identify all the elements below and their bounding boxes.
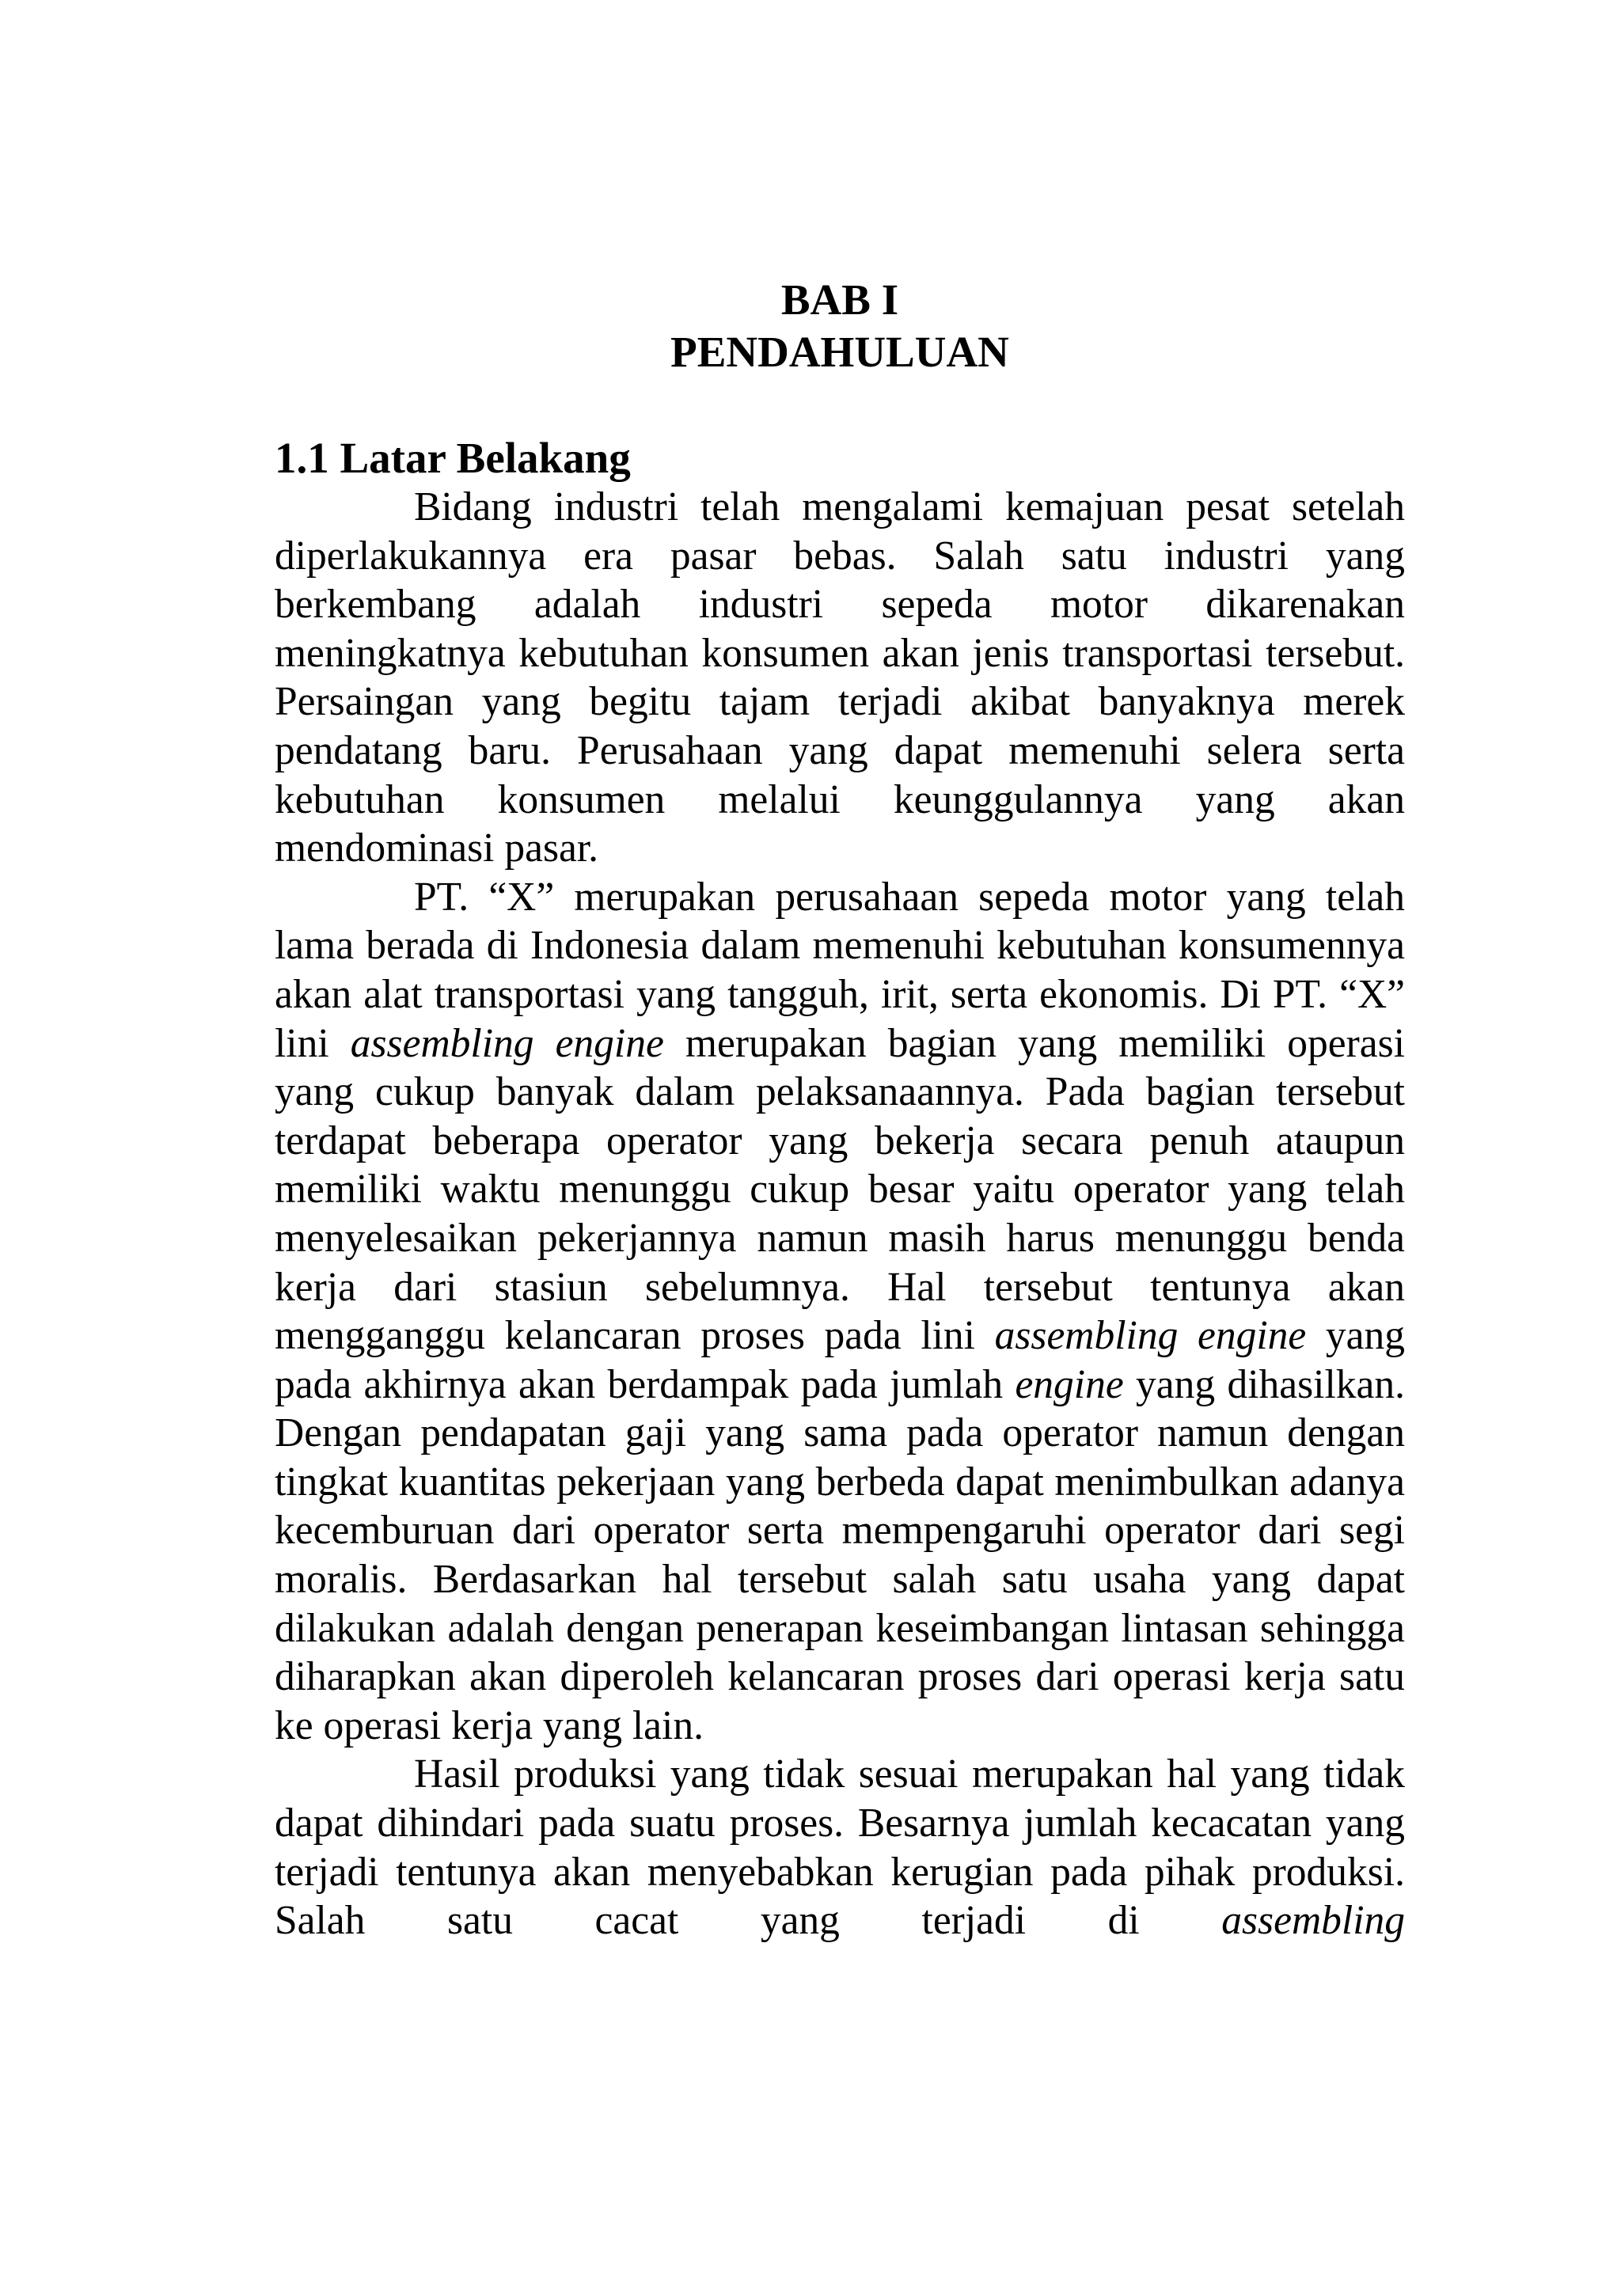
paragraph-3-italic-term-1: assembling — [1221, 1898, 1405, 1944]
paragraph-2 — [275, 873, 1405, 1751]
paragraph-2-italic-term-3: engine — [1015, 1361, 1124, 1407]
chapter-heading — [277, 274, 1403, 378]
paragraph-2-italic-term-2: assembling engine — [994, 1313, 1307, 1359]
paragraph-2-text-4: yang dihasilkan. Dengan pendapatan gaji yang sama pada operator namun dengan tingkat kuantitas pekerjaan yang berbeda dapat menimbulkan adanya kecemburuan dari operator serta mempengaruhi operator dari segi moralis. Berdasarkan hal tersebut salah satu usaha yang dapat dilakukan adalah dengan penerapan keseimbangan lintasan sehingga diharapkan akan diperoleh kelancaran proses dari operasi kerja satu ke operasi kerja yang lain. — [275, 1361, 1406, 1748]
paragraph-1-text: Bidang industri telah mengalami kemajuan pesat setelah diperlakukannya era pasar bebas. Salah satu industri yang berkembang adalah industri sepeda motor dikarenakan meningkatnya kebutuhan konsumen akan jenis transportasi tersebut. Persaingan yang begitu tajam terjadi akibat banyaknya merek pendatang baru. Perusahaan yang dapat memenuhi selera serta kebutuhan konsumen melalui keunggulannya yang akan mendominasi pasar. — [275, 484, 1405, 871]
body-text — [275, 483, 1405, 1945]
paragraph-2-text-3: yang pada akhirnya akan berdampak pada jumlah — [275, 1313, 1405, 1407]
paragraph-3 — [275, 1750, 1405, 1945]
paragraph-1 — [275, 483, 1405, 873]
paragraph-2-italic-term-1: assembling engine — [350, 1020, 664, 1066]
chapter-number: BAB I — [780, 275, 899, 324]
chapter-title: PENDAHULUAN — [670, 328, 1009, 376]
paragraph-2-text-2: merupakan bagian yang memiliki operasi yang cukup banyak dalam pelaksanaannya. Pada bagian tersebut terdapat beberapa operator yang bekerja secara penuh ataupun memiliki waktu menunggu cukup besar yaitu operator yang telah menyelesaikan pekerjannya namun masih harus menunggu benda kerja dari stasiun sebelumnya. Hal tersebut tentunya akan mengganggu kelancaran proses pada lini — [275, 1020, 1405, 1359]
paragraph-2-text-1: PT. “X” merupakan perusahaan sepeda motor yang telah lama berada di Indonesia dalam memenuhi kebutuhan konsumennya akan alat transportasi yang tangguh, irit, serta ekonomis. Di PT. “X” lini — [275, 874, 1405, 1066]
section-title: 1.1 Latar Belakang — [275, 434, 631, 482]
paragraph-3-text-1: Hasil produksi yang tidak sesuai merupakan hal yang tidak dapat dihindari pada suatu proses. Besarnya jumlah kecacatan yang terjadi tentunya akan menyebabkan kerugian pada pihak produksi. Salah satu cacat yang terjadi di — [275, 1751, 1405, 1944]
